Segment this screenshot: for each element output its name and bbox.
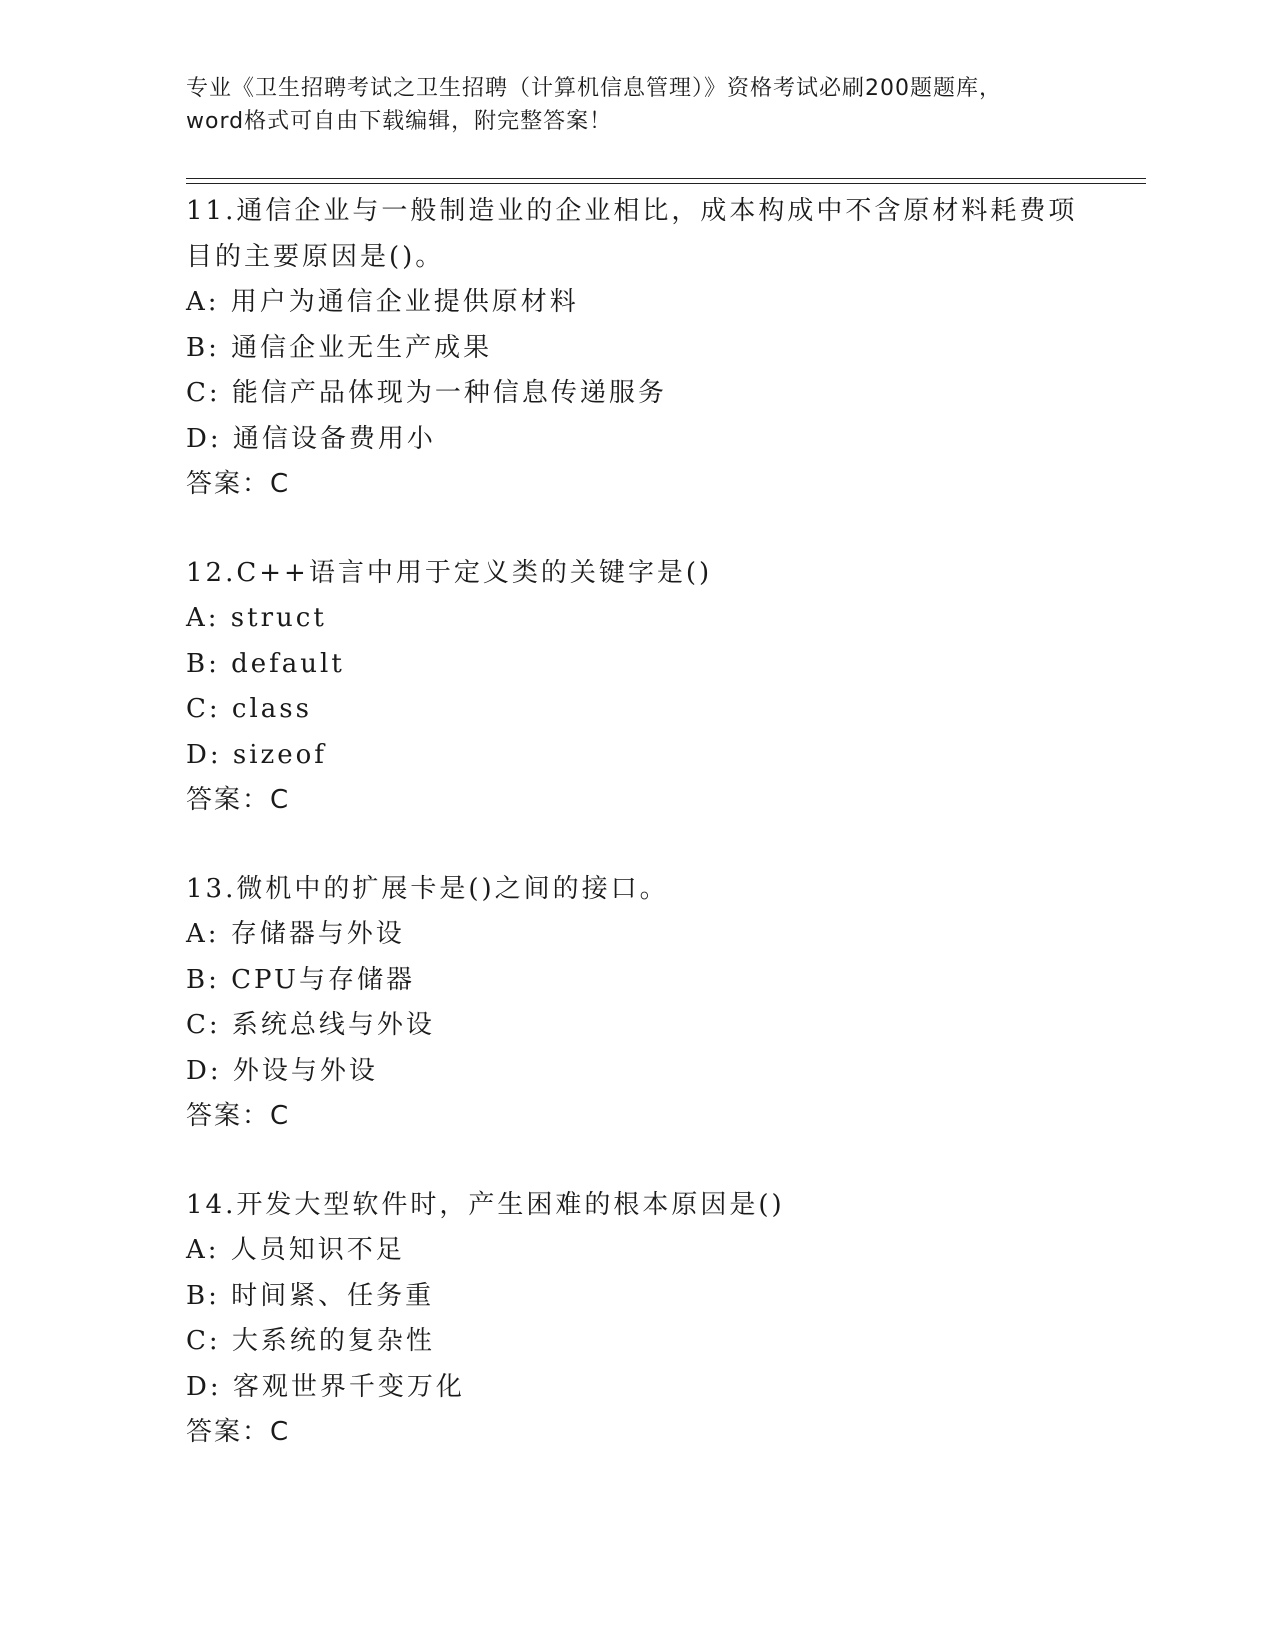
question-stem: 11.通信企业与一般制造业的企业相比，成本构成中不含原材料耗费项 — [186, 196, 1078, 226]
option-b: B: CPU与存储器 — [186, 964, 415, 995]
question-stem-continued: 目的主要原因是()。 — [186, 241, 445, 272]
option-b: B: 通信企业无生产成果 — [186, 332, 493, 363]
answer-line: 答案：C — [186, 1101, 291, 1131]
option-b: B: default — [186, 648, 345, 679]
header-line-1: 专业《卫生招聘考试之卫生招聘（计算机信息管理）》资格考试必刷200题题库， — [186, 76, 1002, 101]
question-stem: 13.微机中的扩展卡是()之间的接口。 — [186, 873, 669, 904]
option-a: A: 存储器与外设 — [186, 919, 405, 949]
option-c: C: 系统总线与外设 — [186, 1010, 435, 1040]
option-a: A: 人员知识不足 — [186, 1235, 405, 1265]
header-line-2: word格式可自由下载编辑，附完整答案！ — [186, 109, 613, 134]
answer-line: 答案：C — [186, 785, 291, 815]
option-c: C: 大系统的复杂性 — [186, 1326, 435, 1356]
answer-line: 答案：C — [186, 1417, 291, 1447]
question-stem: 12.C++语言中用于定义类的关键字是() — [186, 557, 713, 588]
option-d: D: sizeof — [186, 739, 327, 770]
question-12 — [186, 551, 1146, 824]
option-c: C: class — [186, 694, 312, 724]
option-c: C: 能信产品体现为一种信息传递服务 — [186, 378, 667, 408]
question-list — [186, 189, 1146, 1456]
header-divider-top — [186, 178, 1146, 179]
option-d: D: 外设与外设 — [186, 1055, 378, 1086]
question-stem: 14.开发大型软件时，产生困难的根本原因是() — [186, 1189, 785, 1220]
document-header — [186, 72, 1086, 138]
header-divider-bottom — [186, 183, 1146, 184]
option-b: B: 时间紧、任务重 — [186, 1280, 435, 1311]
question-14 — [186, 1183, 1146, 1456]
option-d: D: 客观世界千变万化 — [186, 1371, 465, 1402]
question-11 — [186, 189, 1146, 508]
question-13 — [186, 867, 1146, 1140]
option-a: A: struct — [186, 603, 327, 633]
option-d: D: 通信设备费用小 — [186, 423, 436, 454]
option-a: A: 用户为通信企业提供原材料 — [186, 287, 579, 317]
answer-line: 答案：C — [186, 469, 291, 499]
